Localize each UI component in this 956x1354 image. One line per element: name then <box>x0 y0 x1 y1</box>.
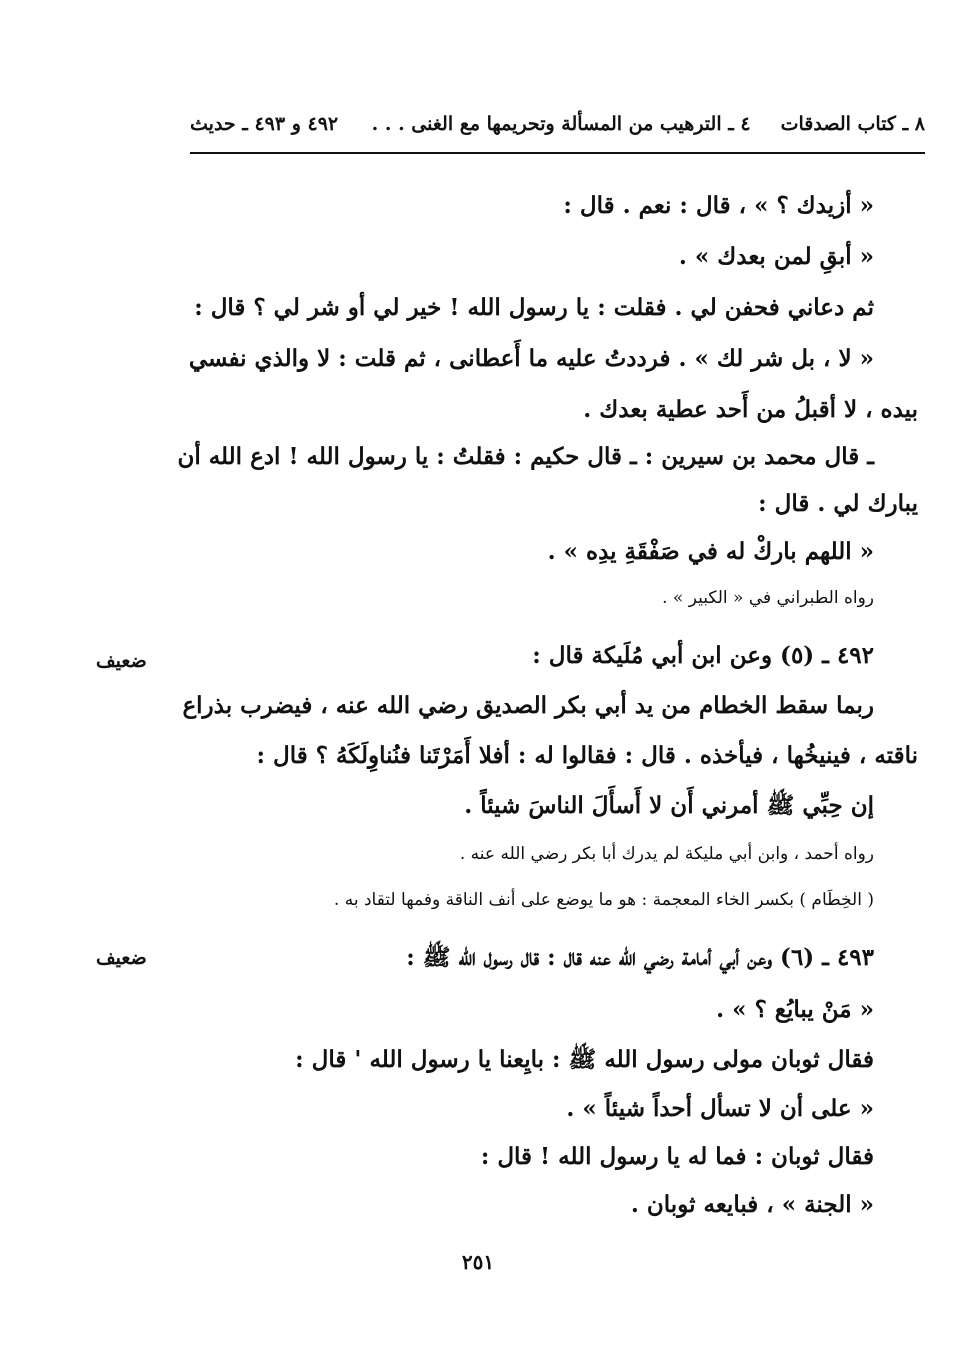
running-header <box>190 104 925 144</box>
text-line: إن حِبِّي ﷺ أمرني أَن لا أَسأَلَ الناسَ شيئاً . <box>464 792 874 819</box>
text-line: يبارك لي . قال : <box>758 490 918 517</box>
text-line: ـ قال محمد بن سيرين : ـ قال حكيم : فقلتُ : يا رسول الله ! ادع الله أن <box>177 443 874 470</box>
header-chapter: ٨ ـ كتاب الصدقات <box>780 113 925 135</box>
text-line: ربما سقط الخطام من يد أبي بكر الصديق رضي الله عنه ، فيضرب بذراع <box>182 692 874 719</box>
text-line: « مَنْ يبايُع ؟ » . <box>716 996 874 1023</box>
hadith-grade: ضعيف <box>96 650 147 672</box>
text-line: « لا ، بل شر لك » . فرددتُ عليه ما أَعطانى ، ثم قلت : لا والذي نفسي <box>188 345 874 372</box>
hadith-heading: ٤٩٣ ـ (٦) وعن أبي أمامة رضي الله عنه قال : قال رسول الله ﷺ : <box>406 944 874 971</box>
header-hadith-range: ٤٩٢ و ٤٩٣ ـ حديث <box>190 113 339 135</box>
header-section: ٤ ـ الترهيب من المسألة وتحريمها مع الغنى . . . <box>371 113 751 135</box>
gloss-line: ( الخِطَام ) بكسر الخاء المعجمة : هو ما يوضع على أنف الناقة وفمها لتقاد به . <box>333 890 874 910</box>
text-line: « اللهم باركْ له في صَفْقَةِ يدِه » . <box>547 538 874 565</box>
text-line: « أبقِ لمن بعدك » . <box>678 243 874 270</box>
text-line: فقال ثوبان مولى رسول الله ﷺ : بايِعنا يا رسول الله ' قال : <box>295 1046 874 1073</box>
citation-line: رواه الطبراني في « الكبير » . <box>662 588 874 608</box>
text-line: بيده ، لا أقبلُ من أَحد عطية بعدك . <box>583 396 918 423</box>
text-line: « على أن لا تسأل أحداً شيئاً » . <box>566 1095 874 1122</box>
hadith-grade: ضعيف <box>96 947 147 969</box>
text-line: ثم دعاني فحفن لي . فقلت : يا رسول الله ! خير لي أو شر لي ؟ قال : <box>194 294 874 321</box>
text-line: ناقته ، فينيخُها ، فيأخذه . قال : فقالوا له : أفلا أَمَرْتَنا فنُناوِلَكَهُ ؟ قال : <box>256 742 918 769</box>
text-line: « أزيدك ؟ » ، قال : نعم . قال : <box>563 192 874 219</box>
hadith-heading: ٤٩٢ ـ (٥) وعن ابن أبي مُلَيكة قال : <box>532 642 874 669</box>
text-line: فقال ثوبان : فما له يا رسول الله ! قال : <box>480 1143 874 1170</box>
page-number: ٢٥١ <box>461 1250 495 1274</box>
header-rule <box>190 152 925 154</box>
text-line: « الجنة » ، فبايعه ثوبان . <box>630 1191 874 1218</box>
citation-line: رواه أحمد ، وابن أبي مليكة لم يدرك أبا بكر رضي الله عنه . <box>459 844 874 864</box>
